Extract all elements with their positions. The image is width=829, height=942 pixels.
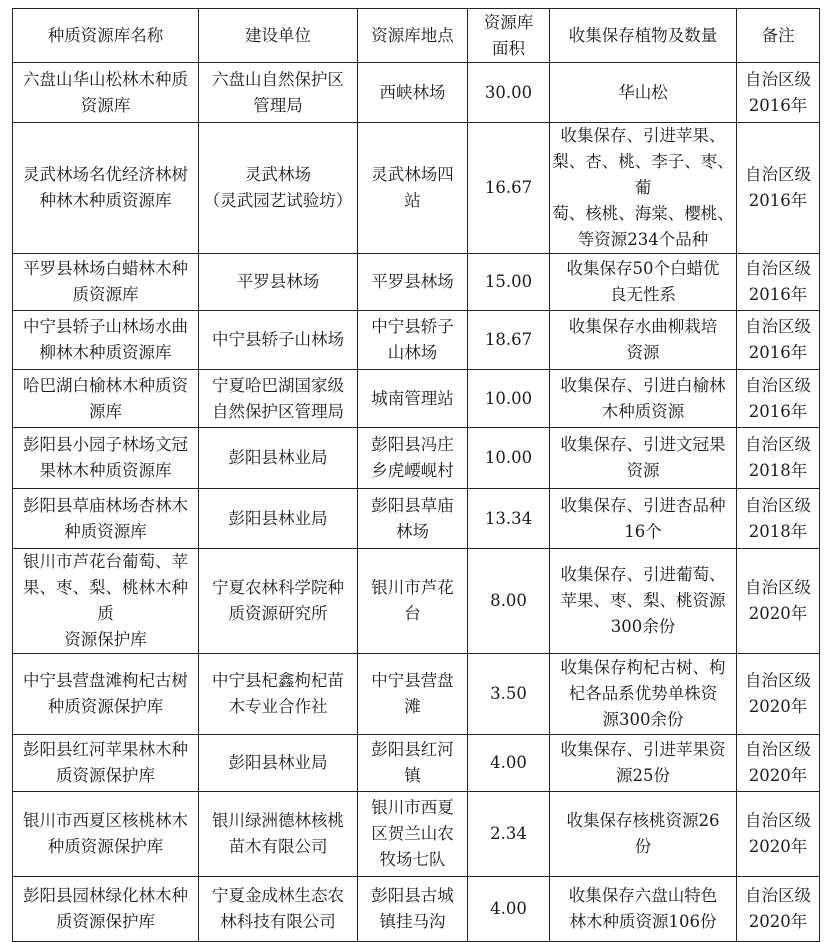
cell-builder: 宁夏哈巴湖国家级 自然保护区管理局	[199, 370, 358, 428]
cell-location: 西峡林场	[358, 63, 468, 123]
cell-collection: 收集保存、引进葡萄、 苹果、枣、梨、桃资源 300余份	[550, 549, 737, 654]
cell-resource-name: 彭阳县小园子林场文冠 果林木种质资源库	[13, 428, 199, 489]
table-row	[13, 735, 820, 792]
table-row	[13, 654, 820, 735]
cell-area: 2.34	[468, 792, 550, 877]
cell-builder: 灵武林场 （灵武园艺试验坊）	[199, 123, 358, 254]
cell-collection: 收集保存、引进杏品种 16个	[550, 489, 737, 549]
cell-collection: 收集保存枸杞古树、枸 杞各品系优势单株资 源300余份	[550, 654, 737, 735]
cell-area: 8.00	[468, 549, 550, 654]
cell-builder: 银川绿洲德林核桃 苗木有限公司	[199, 792, 358, 877]
cell-note: 自治区级 2020年	[737, 735, 820, 792]
cell-note: 自治区级 2020年	[737, 549, 820, 654]
table-row	[13, 428, 820, 489]
cell-location: 中宁县营盘 滩	[358, 654, 468, 735]
cell-note: 自治区级 2016年	[737, 370, 820, 428]
cell-area: 10.00	[468, 370, 550, 428]
table-header-row	[13, 9, 820, 63]
cell-location: 彭阳县红河 镇	[358, 735, 468, 792]
table-row	[13, 877, 820, 942]
cell-note: 自治区级 2016年	[737, 254, 820, 311]
cell-resource-name: 中宁县营盘滩枸杞古树 种质资源保护库	[13, 654, 199, 735]
cell-area: 4.00	[468, 877, 550, 942]
table-row	[13, 63, 820, 123]
header-builder: 建设单位	[199, 9, 358, 63]
cell-location: 中宁县轿子 山林场	[358, 311, 468, 370]
cell-note: 自治区级 2018年	[737, 428, 820, 489]
cell-resource-name: 银川市芦花台葡萄、苹 果、枣、梨、桃林木种质 资源保护库	[13, 549, 199, 654]
cell-collection: 收集保存、引进白榆林 木种质资源	[550, 370, 737, 428]
cell-builder: 彭阳县林业局	[199, 489, 358, 549]
cell-area: 16.67	[468, 123, 550, 254]
cell-resource-name: 哈巴湖白榆林木种质资 源库	[13, 370, 199, 428]
cell-location: 彭阳县草庙 林场	[358, 489, 468, 549]
cell-resource-name: 灵武林场名优经济林树 种林木种质资源库	[13, 123, 199, 254]
cell-area: 3.50	[468, 654, 550, 735]
cell-location: 银川市西夏 区贺兰山农 牧场七队	[358, 792, 468, 877]
cell-collection: 收集保存六盘山特色 林木种质资源106份	[550, 877, 737, 942]
cell-builder: 中宁县轿子山林场	[199, 311, 358, 370]
cell-area: 18.67	[468, 311, 550, 370]
cell-note: 自治区级 2020年	[737, 654, 820, 735]
resource-table	[12, 8, 820, 942]
header-collection: 收集保存植物及数量	[550, 9, 737, 63]
cell-collection: 收集保存水曲柳栽培 资源	[550, 311, 737, 370]
cell-note: 自治区级 2020年	[737, 877, 820, 942]
cell-resource-name: 彭阳县园林绿化林木种 质资源保护库	[13, 877, 199, 942]
cell-location: 平罗县林场	[358, 254, 468, 311]
cell-location: 彭阳县古城 镇挂马沟	[358, 877, 468, 942]
cell-collection: 收集保存、引进文冠果 资源	[550, 428, 737, 489]
cell-resource-name: 彭阳县草庙林场杏林木 种质资源库	[13, 489, 199, 549]
cell-note: 自治区级 2016年	[737, 63, 820, 123]
cell-area: 15.00	[468, 254, 550, 311]
cell-collection: 收集保存、引进苹果资 源25份	[550, 735, 737, 792]
header-location: 资源库地点	[358, 9, 468, 63]
cell-builder: 彭阳县林业局	[199, 428, 358, 489]
table-row	[13, 370, 820, 428]
cell-location: 城南管理站	[358, 370, 468, 428]
table-row	[13, 123, 820, 254]
table-row	[13, 489, 820, 549]
table-row	[13, 311, 820, 370]
cell-area: 10.00	[468, 428, 550, 489]
cell-builder: 彭阳县林业局	[199, 735, 358, 792]
cell-location: 彭阳县冯庄 乡虎崾岘村	[358, 428, 468, 489]
cell-builder: 宁夏金成林生态农 林科技有限公司	[199, 877, 358, 942]
cell-note: 自治区级 2016年	[737, 123, 820, 254]
cell-builder: 中宁县杞鑫枸杞苗 木专业合作社	[199, 654, 358, 735]
cell-collection: 收集保存核桃资源26 份	[550, 792, 737, 877]
cell-collection: 收集保存、引进苹果、 梨、杏、桃、李子、枣、葡 萄、核桃、海棠、樱桃、 等资源234个品种	[550, 123, 737, 254]
cell-builder: 宁夏农林科学院种 质资源研究所	[199, 549, 358, 654]
table-row	[13, 254, 820, 311]
cell-area: 4.00	[468, 735, 550, 792]
cell-note: 自治区级 2020年	[737, 792, 820, 877]
cell-location: 灵武林场四 站	[358, 123, 468, 254]
cell-resource-name: 平罗县林场白蜡林木种 质资源库	[13, 254, 199, 311]
cell-note: 自治区级 2018年	[737, 489, 820, 549]
cell-area: 30.00	[468, 63, 550, 123]
cell-collection: 华山松	[550, 63, 737, 123]
cell-collection: 收集保存50个白蜡优 良无性系	[550, 254, 737, 311]
header-resource-name: 种质资源库名称	[13, 9, 199, 63]
cell-area: 13.34	[468, 489, 550, 549]
cell-builder: 六盘山自然保护区 管理局	[199, 63, 358, 123]
cell-resource-name: 彭阳县红河苹果林木种 质资源保护库	[13, 735, 199, 792]
cell-location: 银川市芦花 台	[358, 549, 468, 654]
cell-resource-name: 六盘山华山松林木种质 资源库	[13, 63, 199, 123]
header-area: 资源库 面积	[468, 9, 550, 63]
cell-note: 自治区级 2016年	[737, 311, 820, 370]
table-row	[13, 792, 820, 877]
cell-resource-name: 中宁县轿子山林场水曲 柳林木种质资源库	[13, 311, 199, 370]
table-row	[13, 549, 820, 654]
cell-builder: 平罗县林场	[199, 254, 358, 311]
cell-resource-name: 银川市西夏区核桃林木 种质资源保护库	[13, 792, 199, 877]
header-note: 备注	[737, 9, 820, 63]
